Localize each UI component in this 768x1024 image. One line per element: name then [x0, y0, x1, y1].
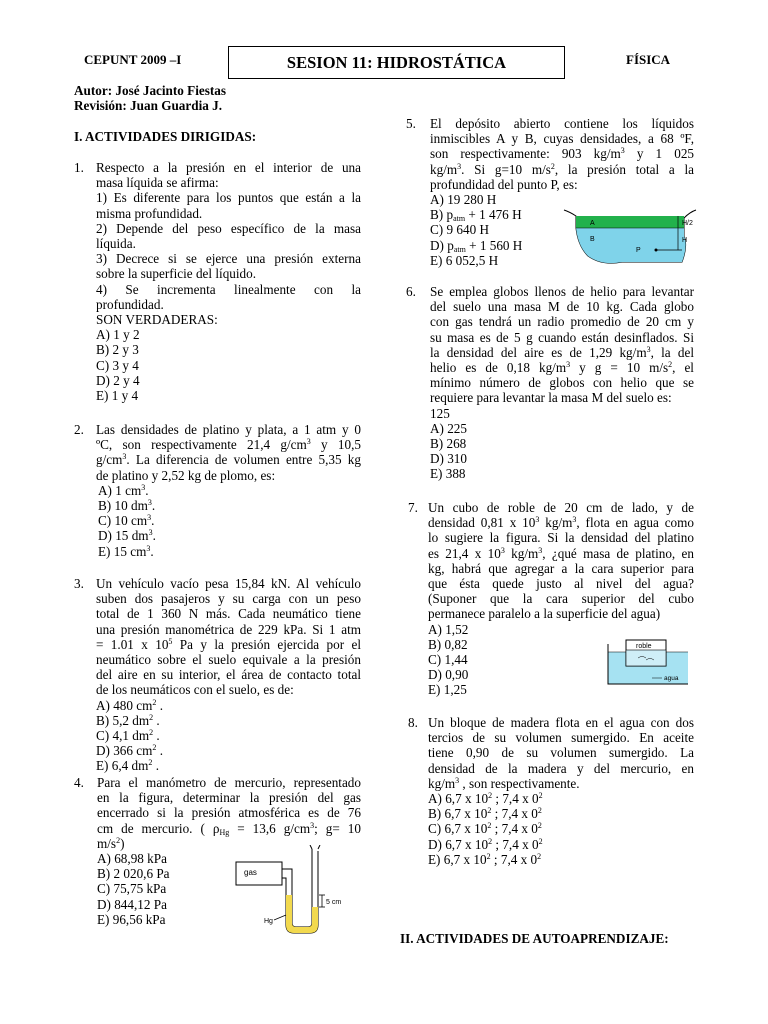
q7-line: permanece paralelo a la superficie del agua) [428, 606, 661, 622]
q2-option-e: E) 15 $cm^3$. [98, 543, 154, 559]
q6-line: con gas tendrá un radio promedio de 20 cm y [430, 314, 694, 330]
q2-number: 2. [74, 422, 84, 437]
q5-line: inmiscibles A y B, cuyas densidades, a 68 ºF, [430, 131, 694, 147]
section-heading-2: II. ACTIVIDADES DE AUTOAPRENDIZAJE: [400, 931, 669, 946]
q6-option-e: E) 388 [430, 466, 466, 482]
q8-line: tercios de su volumen sumergido. En aceite [428, 730, 694, 746]
q1-option-a: A) 1 y 2 [96, 327, 140, 343]
manometer-figure [228, 845, 358, 937]
tank-figure [562, 206, 700, 268]
q8-line: $kg/m^3$ , son respectivamente. [428, 775, 580, 791]
q3-line: neumático sobre el suelo equivale a la presión [96, 652, 361, 668]
page-title: SESION 11: HIDROSTÁTICA [228, 46, 565, 79]
q7-line: lo sugiere la figura. Si la densidad del platino [428, 530, 694, 546]
q3-line: una presión manométrica de 229 kPa. Si 1 atm [96, 621, 361, 637]
q7-option-b: B) 0,82 [428, 636, 468, 652]
height-label: 5 cm [326, 899, 342, 906]
q6-line: requiere para levantar la masa M del suelo es: [430, 390, 672, 406]
q6-number: 6. [406, 284, 416, 299]
roble-label: roble [636, 643, 652, 650]
q7-number: 7. [408, 500, 418, 515]
q2-option-a: A) 1 $cm^3$. [98, 482, 149, 498]
q2-line: Las densidades de platino y plata, a 1 atm y 0 [96, 422, 361, 437]
q1-option-e: E) 1 y 4 [96, 388, 139, 404]
q6-line: del suelo una masa M de 10 kg. Cada globo [430, 299, 694, 315]
q5-number: 5. [406, 116, 416, 131]
q7-option-c: C) 1,44 [428, 652, 468, 668]
revision-line: Revisión: Juan Guardia J. [74, 98, 223, 113]
q8-option-a: A) 6,7 x $10^2$ ; 7,4 x $0^2$ [428, 791, 543, 807]
q8-number: 8. [408, 715, 418, 730]
q2-option-d: D) 15 $dm^3$. [98, 528, 156, 544]
q2-line: de platino y 2,52 kg de plomo, es: [96, 467, 276, 483]
question-1 [96, 160, 361, 403]
q6-line: helio es de 0,18 $kg/m^3$ y g = 10 $m/s^2$, el [430, 360, 694, 376]
q5-option-d: D) $p_{atm} + 1$ 560 H [430, 237, 523, 254]
q5-option-c: C) 9 640 H [430, 222, 489, 238]
cube-figure [596, 636, 688, 688]
q7-line: kg, habrá que agregar a la cara superior para [428, 560, 694, 576]
q3-line: de los neumáticos con el suelo, es de: [96, 682, 294, 698]
q3-option-b: B) 5,2 $dm^2$ . [96, 712, 160, 728]
agua-label: agua [664, 675, 679, 682]
q7-line: es 21,4 x $10^3$ $kg/m^3$, ¿qué masa de platino, en [428, 545, 694, 561]
q4-line: en la figura, determinar la presión del gas [97, 790, 361, 806]
q1-option-b: B) 2 y 3 [96, 342, 139, 358]
q4-line: Para el manómetro de mercurio, representado [97, 775, 361, 790]
q4-line: encerrado si la presión atmosférica es de 76 [97, 805, 361, 821]
q6-line: 125 [430, 405, 450, 421]
q5-line: El depósito abierto contiene los líquidos [430, 116, 694, 131]
liquid-b [576, 228, 686, 263]
q7-line: Un cubo de roble de 20 cm de lado, y de [428, 500, 694, 515]
q3-line: total de 1 360 N más. Cada neumático tiene [96, 606, 361, 622]
q3-option-c: C) 4,1 $dm^2$ . [96, 728, 160, 744]
q1-line: 2) Depende del peso específico de la masa [96, 220, 361, 236]
question-3 [96, 576, 361, 774]
q1-line: 4) Se incrementa linealmente con la [96, 281, 361, 297]
gas-chamber [236, 862, 282, 885]
q5-option-b: B) $p_{atm} + 1$ 476 H [430, 207, 522, 224]
q1-line: 1) Es diferente para los puntos que están a la [96, 190, 361, 206]
q7-line: (Suponer que la cara superior del cubo [428, 591, 694, 607]
q2-option-c: C) 10 $cm^3$. [98, 513, 155, 529]
q7-option-a: A) 1,52 [428, 621, 469, 637]
q1-line: Respecto a la presión en el interior de una [96, 160, 361, 175]
q1-line: sobre la superficie del líquido. [96, 266, 257, 282]
q3-option-a: A) 480 $cm^2$ . [96, 697, 163, 713]
q4-line: cm de mercurio. ( $\rho_{Hg} = 13,6$ $g/cm^3$; g= 10 [97, 820, 361, 837]
q8-option-e: E) 6,7 x $10^2$ ; 7,4 x $0^2$ [428, 851, 542, 867]
mercury-column [286, 895, 318, 933]
q1-line: masa líquida se afirma: [96, 175, 219, 191]
q5-option-e: E) 6 052,5 H [430, 252, 499, 268]
hg-label: Hg [264, 918, 273, 925]
q3-line: suben dos pasajeros y su carga con un peso [96, 591, 361, 607]
q1-line: misma profundidad. [96, 205, 203, 221]
q5-line: son respectivamente: 903 $kg/m^3$ y 1 025 [430, 146, 694, 162]
question-2 [96, 422, 361, 559]
q6-option-a: A) 225 [430, 420, 467, 436]
q8-line: tiene 0,90 de su volumen sumergido. La [428, 745, 694, 761]
q3-line: = 1.01 x $10^5$ Pa y la presión ejercida por el [96, 636, 361, 652]
q4-option-d: D) 844,12 Pa [97, 896, 167, 912]
section-heading-1: I. ACTIVIDADES DIRIGIDAS: [74, 129, 257, 144]
q1-line: SON VERDADERAS: [96, 312, 218, 328]
q8-line: densidad de la madera y del mercurio, en [428, 760, 694, 776]
q8-option-d: D) 6,7 x $10^2$ ; 7,4 x $0^2$ [428, 836, 543, 852]
gas-label: gas [244, 868, 257, 877]
author-line: Autor: José Jacinto Fiestas [74, 83, 226, 98]
q8-option-c: C) 6,7 x $10^2$ ; 7,4 x $0^2$ [428, 821, 542, 837]
label-h: H [682, 237, 688, 244]
q6-line: mínimo número de globos con helio que se [430, 375, 694, 391]
q3-option-e: E) 6,4 $dm^2$ . [96, 758, 159, 774]
q7-line: densidad 0,81 x $10^3$ $kg/m^3$, flota en agua como [428, 515, 694, 531]
q2-line: $g/cm^3$. La diferencia de volumen entre 5,35 kg [96, 452, 361, 468]
question-8 [428, 715, 694, 867]
q6-option-d: D) 310 [430, 451, 467, 467]
course-label: CEPUNT 2009 –I [84, 52, 182, 67]
q7-option-d: D) 0,90 [428, 667, 469, 683]
q6-line: Se emplea globos llenos de helio para levantar [430, 284, 694, 299]
q6-line: la densidad del aire es de 1,29 $kg/m^3$, la del [430, 344, 694, 360]
q7-option-e: E) 1,25 [428, 682, 467, 698]
q3-option-d: D) 366 $cm^2$ . [96, 743, 163, 759]
q4-number: 4. [74, 775, 84, 790]
q8-line: Un bloque de madera flota en el agua con dos [428, 715, 694, 730]
q1-option-d: D) 2 y 4 [96, 372, 140, 388]
label-b: B [590, 236, 595, 243]
q4-option-a: A) 68,98 kPa [97, 851, 167, 867]
q3-number: 3. [74, 576, 84, 591]
label-h2: H/2 [682, 220, 693, 227]
q7-line: que ésta quede justo al nivel del agua? [428, 576, 694, 592]
question-6 [430, 284, 694, 482]
q4-option-e: E) 96,56 kPa [97, 911, 166, 927]
q1-line: profundidad. [96, 296, 164, 312]
q5-line: profundidad del punto P, es: [430, 176, 578, 192]
q5-line: $kg/m^3$. Si g=10 $m/s^2$, la presión total a la [430, 161, 694, 177]
subject-label: FÍSICA [626, 52, 671, 67]
q1-line: líquida. [96, 236, 136, 252]
q1-option-c: C) 3 y 4 [96, 357, 139, 373]
label-a: A [590, 220, 595, 227]
q3-line: del aire en su interior, el área de contacto total [96, 667, 361, 683]
q3-line: Un vehículo vacío pesa 15,84 kN. Al vehículo [96, 576, 361, 591]
q4-line: $m/s^2$) [97, 835, 125, 851]
q4-option-b: B) 2 020,6 Pa [97, 866, 170, 882]
q5-option-a: A) 19 280 H [430, 192, 497, 208]
q2-line: ºC, son respectivamente 21,4 $g/cm^3$ y 10,5 [96, 437, 362, 453]
q2-option-b: B) 10 $dm^3$. [98, 498, 156, 514]
q6-line: su masa es de 5 g cuando están desinflados. Si [430, 329, 694, 345]
q1-line: 3) Decrece si se ejerce una presión externa [96, 251, 361, 267]
label-p: P [636, 247, 641, 254]
q6-option-b: B) 268 [430, 436, 467, 452]
q1-number: 1. [74, 160, 84, 175]
q8-option-b: B) 6,7 x $10^2$ ; 7,4 x $0^2$ [428, 806, 542, 822]
q4-option-c: C) 75,75 kPa [97, 881, 167, 897]
